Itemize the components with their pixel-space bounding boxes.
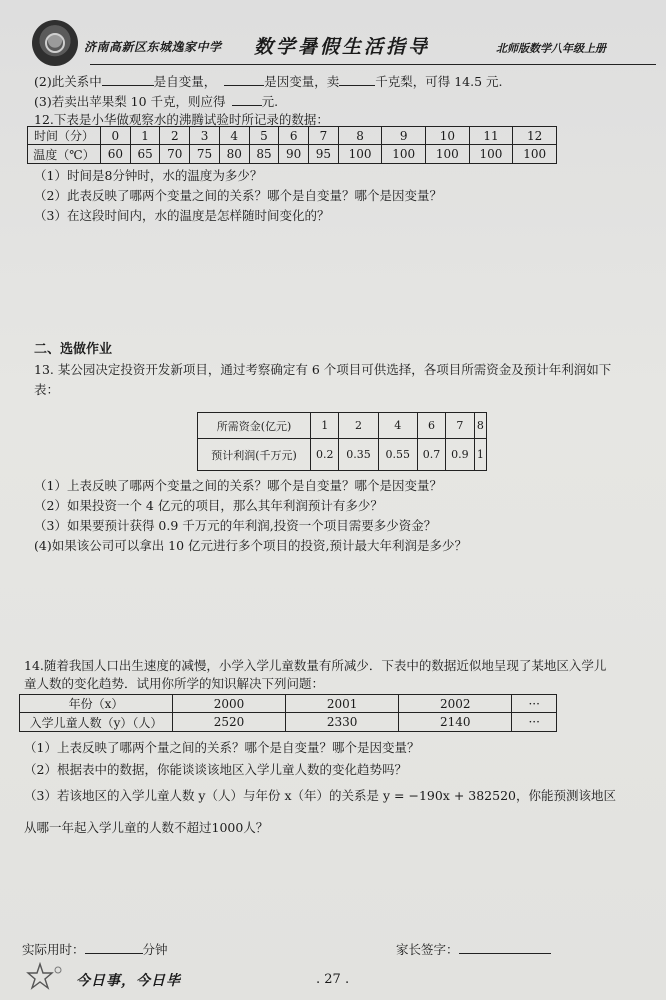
q12-stem: 12.下表是小华做观察水的沸腾试验时所记录的数据： — [34, 112, 329, 127]
table-cell: 2 — [160, 127, 190, 145]
q13-stem-line2: 表： — [34, 382, 60, 397]
table-cell: 12 — [513, 127, 557, 145]
q13-table — [197, 412, 487, 471]
q13-sub1: （1）上表反映了哪两个变量之间的关系？哪个是自变量？哪个是因变量？ — [34, 478, 442, 493]
edition-label: 北师版数学八年级上册 — [496, 42, 606, 55]
table-cell: ··· — [512, 695, 557, 713]
time-used-label: 实际用时： — [22, 942, 85, 957]
q12-sub2: （2）此表反映了哪两个变量之间的关系？哪个是自变量？哪个是因变量？ — [34, 188, 442, 203]
table-cell: 100 — [426, 145, 470, 164]
table-cell: 9 — [382, 127, 426, 145]
table-cell: 11 — [469, 127, 513, 145]
table-cell: 0 — [101, 127, 131, 145]
time-used-unit: 分钟 — [142, 942, 168, 957]
table-cell: 5 — [249, 127, 279, 145]
table-row — [20, 713, 557, 732]
motto: 今日事，今日毕 — [76, 973, 181, 989]
q12-sub3: （3）在这段时间内，水的温度是怎样随时间变化的？ — [34, 208, 330, 223]
table-cell: 65 — [130, 145, 160, 164]
answer-blank[interactable] — [232, 93, 262, 106]
q14-sub1: （1）上表反映了哪两个量之间的关系？哪个是自变量？哪个是因变量？ — [24, 740, 420, 755]
table-cell: 100 — [469, 145, 513, 164]
table-cell: 7 — [446, 413, 474, 439]
header-divider — [90, 64, 656, 65]
q14-table — [19, 694, 557, 732]
table-cell: 8 — [474, 413, 486, 439]
table-row — [198, 439, 487, 471]
table-cell: 0.7 — [417, 439, 445, 471]
table-row-header: 预计利润(千万元) — [198, 439, 311, 471]
table-row — [28, 127, 557, 145]
star-doodle-icon — [26, 962, 66, 992]
q14-sub2: （2）根据表中的数据，你能谈谈该地区入学儿童人数的变化趋势吗？ — [24, 762, 407, 777]
table-cell: 1 — [130, 127, 160, 145]
q11-part2-text-a: (2)此关系中 — [34, 74, 102, 89]
table-cell: 7 — [309, 127, 339, 145]
table-cell: 2001 — [286, 695, 399, 713]
answer-blank[interactable] — [339, 73, 375, 86]
answer-blank[interactable] — [224, 73, 264, 86]
q14-stem-line1: 14.随着我国人口出生速度的减慢，小学入学儿童数量有所减少．下表中的数据近似地呈现了某地区入学儿 — [24, 658, 607, 673]
table-row — [198, 413, 487, 439]
time-used-blank[interactable] — [85, 941, 143, 954]
table-cell: 6 — [417, 413, 445, 439]
table-cell: ··· — [512, 713, 557, 732]
table-cell: 1 — [311, 413, 339, 439]
table-cell: 2140 — [399, 713, 512, 732]
table-cell: 2000 — [173, 695, 286, 713]
table-cell: 1 — [474, 439, 486, 471]
page-number: . 27 . — [316, 972, 350, 987]
table-row-header: 时间（分） — [28, 127, 101, 145]
q13-stem-line1: 13. 某公园决定投资开发新项目，通过考察确定有 6 个项目可供选择，各项目所需资金及预计年利润如下 — [34, 362, 612, 377]
parent-signature-blank[interactable] — [459, 941, 551, 954]
q11-part2 — [34, 72, 503, 90]
q11-part3-text-b: 元. — [261, 94, 279, 109]
parent-signature-label: 家长签字： — [396, 942, 459, 957]
table-cell: 100 — [338, 145, 382, 164]
table-cell: 0.2 — [311, 439, 339, 471]
table-cell: 0.55 — [378, 439, 417, 471]
q11-part2-text-d: 千克梨，可得 14.5 元. — [375, 74, 503, 89]
table-cell: 8 — [338, 127, 382, 145]
school-logo-icon — [32, 20, 78, 66]
q12-sub1: （1）时间是8分钟时，水的温度为多少？ — [34, 168, 263, 183]
header-title: 数学暑假生活指导 — [254, 36, 431, 58]
table-row — [28, 145, 557, 164]
table-row-header: 温度（℃） — [28, 145, 101, 164]
table-cell: 6 — [279, 127, 309, 145]
table-cell: 85 — [249, 145, 279, 164]
table-cell: 75 — [190, 145, 220, 164]
q14-sub3-line2: 从哪一年起入学儿童的人数不超过1000人？ — [24, 820, 269, 835]
q11-part2-text-b: 是自变量， — [153, 74, 217, 89]
table-cell: 0.35 — [339, 439, 378, 471]
q11-part2-text-c: 是因变量，卖 — [264, 74, 340, 89]
page-header — [18, 18, 648, 70]
q12-table — [27, 126, 557, 164]
table-cell: 95 — [309, 145, 339, 164]
table-cell: 4 — [378, 413, 417, 439]
school-name: 济南高新区东城逸家中学 — [84, 40, 222, 54]
table-row-header: 入学儿童人数（y）（人） — [20, 713, 173, 732]
table-cell: 10 — [426, 127, 470, 145]
parent-signature-field — [396, 940, 551, 958]
time-used-field — [22, 940, 168, 958]
q11-part3-text-a: (3)若卖出苹果梨 10 千克，则应得 — [34, 94, 226, 109]
table-row-header: 所需资金(亿元) — [198, 413, 311, 439]
table-cell: 2520 — [173, 713, 286, 732]
table-cell: 100 — [513, 145, 557, 164]
table-cell: 3 — [190, 127, 220, 145]
table-row — [20, 695, 557, 713]
table-cell: 4 — [219, 127, 249, 145]
table-cell: 2002 — [399, 695, 512, 713]
q11-part3 — [34, 92, 278, 110]
q14-sub3-line1: （3）若该地区的入学儿童人数 y（人）与年份 x（年）的关系是 y = −190x + 382520，你能预测该地区 — [24, 788, 616, 803]
table-cell: 90 — [279, 145, 309, 164]
section-title: 二、选做作业 — [34, 342, 113, 357]
q14-stem-line2: 童人数的变化趋势．试用你所学的知识解决下列问题： — [24, 676, 325, 691]
answer-blank[interactable] — [102, 73, 154, 86]
q13-sub2: （2）如果投资一个 4 亿元的项目，那么其年利润预计有多少？ — [34, 498, 383, 513]
table-cell: 2330 — [286, 713, 399, 732]
q13-sub3: （3）如果要预计获得 0.9 千万元的年利润,投资一个项目需要多少资金？ — [34, 518, 437, 533]
table-row-header: 年份（x） — [20, 695, 173, 713]
q13-sub4: (4)如果该公司可以拿出 10 亿元进行多个项目的投资,预计最大年利润是多少？ — [34, 538, 468, 553]
table-cell: 60 — [101, 145, 131, 164]
table-cell: 70 — [160, 145, 190, 164]
table-cell: 80 — [219, 145, 249, 164]
table-cell: 100 — [382, 145, 426, 164]
table-cell: 0.9 — [446, 439, 474, 471]
table-cell: 2 — [339, 413, 378, 439]
